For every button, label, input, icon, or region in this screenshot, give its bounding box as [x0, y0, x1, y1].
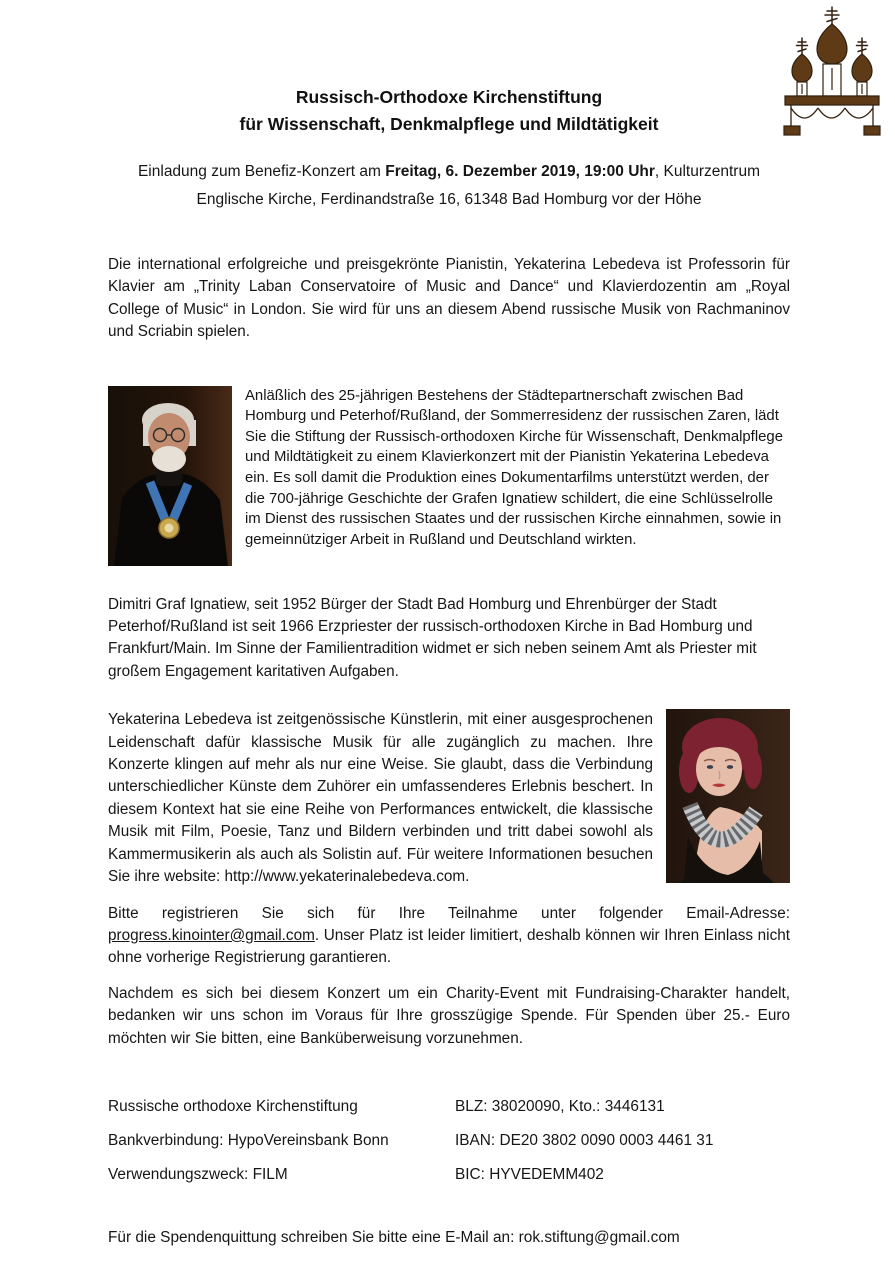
website-suffix: . [465, 868, 470, 886]
footer-pre: Für die Spendenquittung schreiben Sie bitte eine E-Mail an: [108, 1228, 519, 1246]
bank-row-purpose [108, 1164, 790, 1185]
bank-row-account [108, 1096, 790, 1117]
document-content [108, 0, 790, 1263]
footer-email: rok.stiftung@gmail.com [518, 1228, 680, 1246]
lebedeva-portrait-photo [666, 709, 790, 883]
registration-paragraph [108, 903, 790, 970]
bank-blz-kto: BLZ: 38020090, Kto.: 3446131 [455, 1097, 665, 1115]
bank-purpose: Verwendungszweck: FILM [108, 1165, 288, 1183]
registration-post: . Unser Platz ist leider limitiert, deshalb können wir Ihren Einlass nicht ohne vorherige Registrierung garantieren. [108, 926, 790, 967]
church-logo-icon [777, 4, 887, 138]
anniversary-paragraph: Anläßlich des 25-jährigen Bestehens der Städtepartnerschaft zwischen Bad Homburg und Peterhof/Rußland, der Sommerresidenz der russischen Zaren, lädt Sie die Stiftung der Russisch-orthodoxen Kirche für Wissenschaft, Denkmalpflege und Mildtätigkeit zu einem Klavierkonzert mit der Pianistin Yekaterina Lebedeva ein. Es soll damit die Produktion eines Dokumentarfilms unterstützt werden, der die 700-jährige Geschichte der Grafen Ignatiew schildert, die eine Schlüsselrolle im Dienst des russischen Staates und der russischen Kirche einnahmen, sowie in gemeinnütziger Arbeit in Rußland und Deutschland wirkten. [245, 387, 783, 548]
donation-receipt-line [108, 1227, 790, 1248]
bank-connection: Bankverbindung: HypoVereinsbank Bonn [108, 1131, 389, 1149]
yekaterina-text: Yekaterina Lebedeva ist zeitgenössische Künstlerin, mit einer ausgesprochenen Leidenschaft dafür klassische Musik für alle zugänglich zu machen. Ihre Konzerte klingen auf mehr als nur eine Weise. Sie glaubt, dass die Verbindung unterschiedlicher Künste dem Zuhörer ein umfassenderes Erlebnis beschert. In diesem Kontext hat sie eine Reihe von Performances entwickelt, die klassische Musik mit Film, Poesie, Tanz und Bildern verbinden und tritt dabei sowohl als Kammermusikerin als auch als Solistin auf. Für weitere Informationen besuchen Sie ihre website: [108, 711, 653, 886]
bank-iban: IBAN: DE20 3802 0090 0003 4461 31 [455, 1131, 714, 1149]
yekaterina-paragraph [108, 709, 653, 888]
invitation-line [108, 158, 790, 214]
page-title [108, 84, 790, 138]
registration-email-link[interactable]: progress.kinointer@gmail.com [108, 926, 315, 944]
registration-pre: Bitte registrieren Sie sich für Ihre Teilnahme unter folgender Email-Adresse: [108, 904, 790, 922]
title-line-2: für Wissenschaft, Denkmalpflege und Mildtätigkeit [239, 114, 659, 134]
invitation-date: Freitag, 6. Dezember 2019, 19:00 Uhr [385, 163, 655, 180]
ignatiew-portrait-photo [108, 386, 232, 566]
bank-row-bank [108, 1130, 790, 1151]
bank-foundation-name: Russische orthodoxe Kirchenstiftung [108, 1097, 358, 1115]
invitation-pre: Einladung zum Benefiz-Konzert am [137, 163, 386, 180]
bank-bic: BIC: HYVEDEMM402 [455, 1165, 604, 1183]
bank-details [108, 1096, 790, 1185]
intro-paragraph: Die international erfolgreiche und preisgekrönte Pianistin, Yekaterina Lebedeva ist Professorin für Klavier am „Trinity Laban Conservatoire of Music and Dance“ und Klavierdozentin am „Royal College of Music“ in London. Sie wird für uns an diesem Abend russische Musik von Rachmaninov und Scriabin spielen. [108, 256, 790, 341]
invitation-post: , Kulturzentrum Englische Kirche, Ferdinandstraße 16, 61348 Bad Homburg vor der Höhe [196, 163, 761, 208]
title-line-1: Russisch-Orthodoxe Kirchenstiftung [295, 87, 603, 107]
dimitri-paragraph: Dimitri Graf Ignatiew, seit 1952 Bürger der Stadt Bad Homburg und Ehrenbürger der Stadt Peterhof/Rußland ist seit 1966 Erzpriester der russisch-orthodoxen Kirche in Bad Homburg und Frankfurt/Main. Im Sinne der Familientradition widmet er sich neben seinem Amt als Priester mit großem Engagement karitativen Aufgaben. [108, 595, 757, 680]
charity-paragraph: Nachdem es sich bei diesem Konzert um ein Charity-Event mit Fundraising-Charakter handelt, bedanken wir uns schon im Voraus für Ihre grosszügige Spende. Für Spenden über 25.- Euro möchten wir Sie bitten, eine Banküberweisung vorzunehmen. [108, 984, 790, 1047]
website-url[interactable]: http://www.yekaterinalebedeva.com [224, 868, 466, 886]
lebedeva-section [108, 709, 790, 888]
ignatiew-section [108, 386, 790, 566]
